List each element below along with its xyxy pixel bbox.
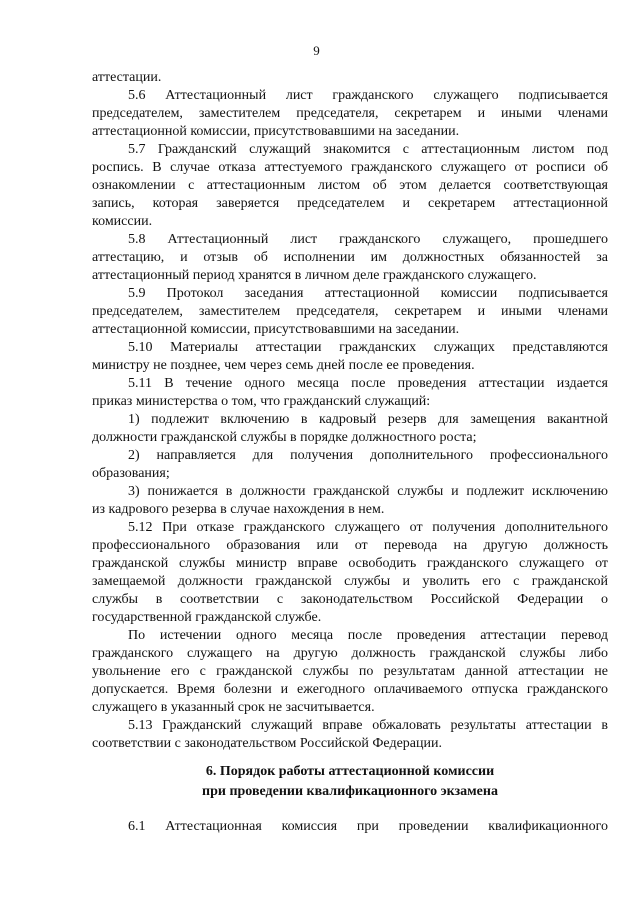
text-line: аттестационной комиссии, присутствовавшими на заседании.	[92, 322, 460, 337]
text-line: соответствии с законодательством Российской Федерации.	[92, 736, 442, 751]
text-line: государственной гражданской службе.	[92, 610, 322, 625]
text-line: служащего в указанный срок не засчитывается.	[92, 700, 375, 715]
text-line: 3) понижается в должности гражданской службы и подлежит исключению	[128, 484, 608, 499]
text-line: замещаемой должности гражданской службы и уволить его с гражданской	[92, 574, 608, 589]
page-number: 9	[313, 43, 320, 58]
text-line: гражданской службы министр вправе освободить гражданского служащего от	[92, 556, 608, 571]
text-line: министру не позднее, чем через семь дней после ее проведения.	[92, 358, 475, 373]
text-line: 5.8 Аттестационный лист гражданского служащего, прошедшего	[128, 232, 608, 247]
text-line: ознакомлении с аттестационным листом об этом делается соответствующая	[92, 178, 608, 193]
text-line: 5.7 Гражданский служащий знакомится с аттестационным листом под	[128, 142, 608, 157]
text-line: службы в соответствии с законодательством Российской Федерации о	[92, 592, 608, 607]
section-heading-line-2: при проведении квалификационного экзамена	[202, 784, 498, 799]
section-heading	[92, 762, 608, 802]
text-line: аттестационный период хранятся в личном деле гражданского служащего.	[92, 268, 537, 283]
text-line: 5.10 Материалы аттестации гражданских служащих представляются	[128, 340, 608, 355]
text-line: должности гражданской службы в порядке должностного роста;	[92, 430, 477, 445]
text-line: гражданского служащего на другую должность гражданской службы либо	[92, 646, 608, 661]
text-line: 6.1 Аттестационная комиссия при проведении квалификационного	[128, 819, 608, 834]
text-line: 5.11 В течение одного месяца после проведения аттестации издается	[128, 376, 608, 391]
section-heading-line-1: 6. Порядок работы аттестационной комиссии	[205, 764, 495, 779]
text-line: 5.13 Гражданский служащий вправе обжаловать результаты аттестации в	[128, 718, 608, 733]
text-line: 5.9 Протокол заседания аттестационной комиссии подписывается	[128, 286, 608, 301]
body-text-continued	[92, 818, 608, 836]
text-line: приказ министерства о том, что гражданский служащий:	[92, 394, 431, 409]
text-line: 2) направляется для получения дополнительного профессионального	[128, 448, 608, 463]
text-line: председателем, заместителем председателя, секретарем и иными членами	[92, 304, 608, 319]
text-line: По истечении одного месяца после проведения аттестации перевод	[128, 628, 608, 643]
text-line: образования;	[92, 466, 170, 481]
body-text	[92, 69, 608, 753]
text-line: аттестации.	[92, 70, 162, 85]
text-line: председателем, заместителем председателя, секретарем и иными членами	[92, 106, 608, 121]
text-line: аттестацию, и отзыв об исполнении им должностных обязанностей за	[92, 250, 608, 265]
text-line: из кадрового резерва в случае нахождения в нем.	[92, 502, 385, 517]
text-line: 5.12 При отказе гражданского служащего от получения дополнительного	[128, 520, 608, 535]
text-line: 5.6 Аттестационный лист гражданского служащего подписывается	[128, 88, 608, 103]
text-line: допускается. Время болезни и ежегодного оплачиваемого отпуска гражданского	[92, 682, 608, 697]
text-line: аттестационной комиссии, присутствовавшими на заседании.	[92, 124, 460, 139]
text-line: профессионального образования или от перевода на другую должность	[92, 538, 608, 553]
text-line: запись, которая заверяется председателем и секретарем аттестационной	[92, 196, 608, 211]
text-line: увольнение его с гражданской службы по результатам данной аттестации не	[92, 664, 608, 679]
text-line: комиссии.	[92, 214, 153, 229]
text-line: 1) подлежит включению в кадровый резерв для замещения вакантной	[128, 412, 608, 427]
text-line: роспись. В случае отказа аттестуемого гражданского служащего от росписи об	[92, 160, 608, 175]
